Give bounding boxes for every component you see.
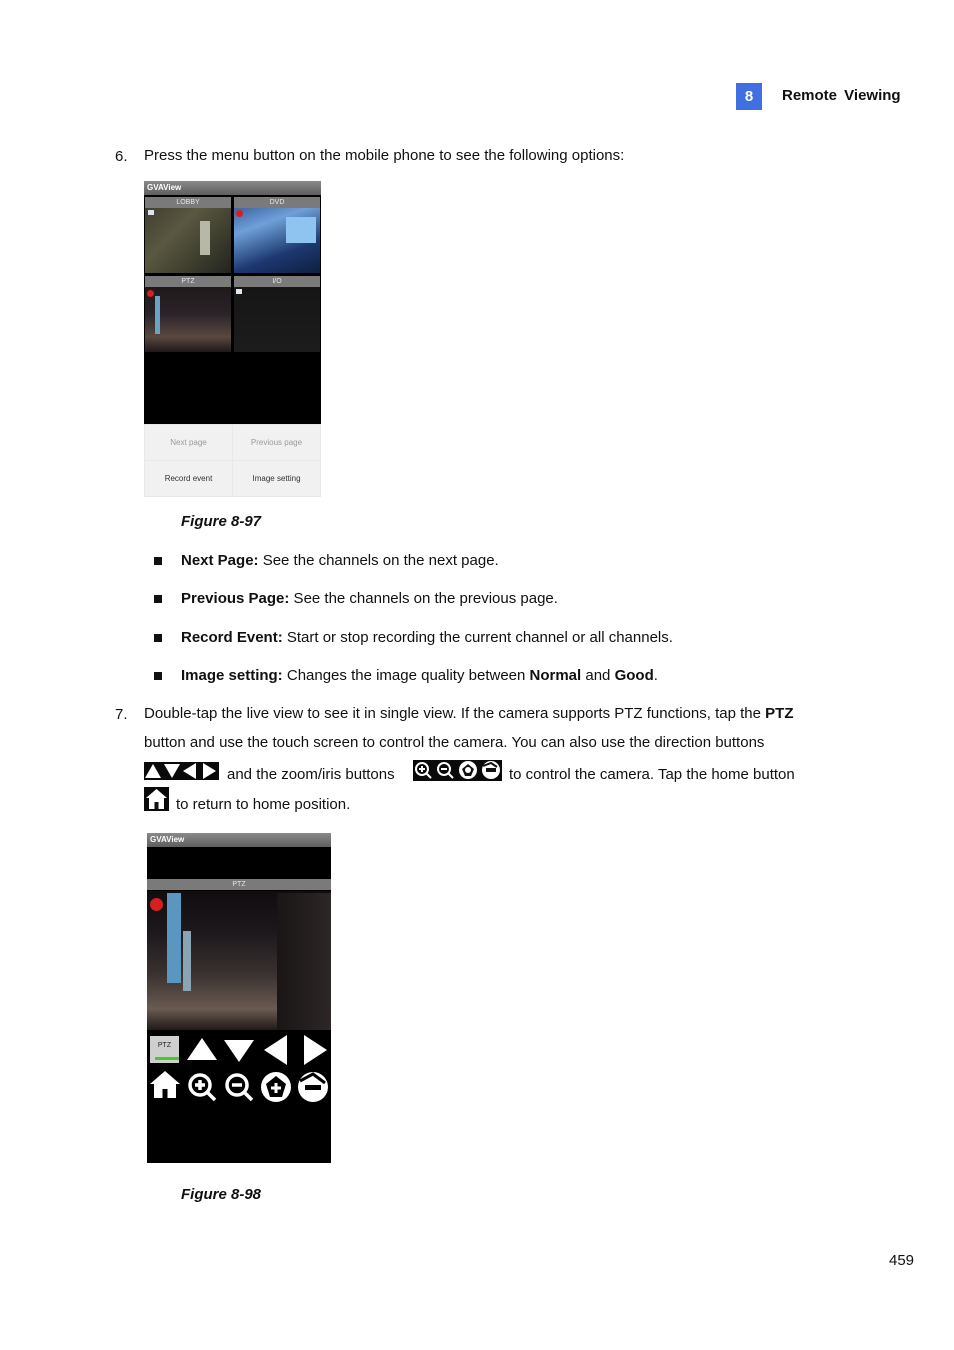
app-title-bar: GVAView	[144, 181, 321, 195]
bullet-record-event	[181, 623, 673, 652]
channel-label: DVD	[234, 197, 320, 208]
step-7-line-2: button and use the touch screen to control the camera. You can also use the direction buttons	[144, 734, 765, 751]
iris-open-icon	[261, 1072, 291, 1102]
step-7-number: 7.	[115, 706, 128, 723]
chapter-title: Remote Viewing	[782, 87, 901, 104]
figure-8-98-screenshot	[147, 833, 331, 1163]
zoom-out-icon	[438, 763, 453, 778]
bullet-text: See the channels on the next page.	[258, 552, 499, 569]
bullet-term: Next Page:	[181, 552, 259, 569]
bullet-text: Changes the image quality between	[282, 667, 530, 684]
arrow-right-icon	[203, 763, 216, 779]
bold-good: Good	[614, 667, 654, 684]
arrow-right-icon	[304, 1035, 327, 1065]
building-wall-detail	[277, 893, 331, 1030]
menu-image-setting[interactable]: Image setting	[233, 461, 320, 496]
chapter-number-badge: 8	[736, 83, 762, 110]
step-7-line-4: to return to home position.	[176, 796, 351, 813]
street-sign-detail	[155, 296, 160, 334]
bullet-text: Start or stop recording the current channel or all channels.	[282, 629, 673, 646]
bullet-text: and	[581, 667, 615, 684]
step-7-text: Double-tap the live view to see it in single view. If the camera supports PTZ functions, tap the	[144, 705, 766, 722]
bullet-term: Previous Page:	[181, 590, 290, 607]
arrow-left-icon	[264, 1035, 287, 1065]
iris-close-icon	[482, 761, 500, 779]
bullet-next-page	[181, 546, 499, 575]
channel-label: PTZ	[145, 276, 231, 287]
figure-8-98-caption: Figure 8-98	[181, 1186, 262, 1203]
figure-8-97-caption: Figure 8-97	[181, 513, 262, 530]
arrow-down-icon	[164, 764, 180, 778]
street-sign-detail	[167, 893, 181, 983]
lobby-pillar-detail	[200, 221, 210, 255]
street-sign-detail	[183, 931, 191, 991]
channel-label: PTZ	[147, 879, 331, 890]
bullet-square	[154, 634, 162, 642]
record-indicator-icon	[236, 210, 243, 217]
menu-next-page[interactable]: Next page	[145, 425, 232, 460]
camera-icon	[236, 289, 242, 294]
zoom-iris-buttons-strip	[413, 760, 502, 781]
bullet-term: Record Event:	[181, 629, 283, 646]
ptz-controls	[147, 1031, 331, 1111]
app-title-bar: GVAView	[147, 833, 331, 847]
arrow-up-icon	[187, 1038, 217, 1060]
home-icon	[144, 787, 169, 811]
zoom-in-icon	[190, 1075, 215, 1100]
arrow-up-icon	[145, 764, 161, 778]
bullet-term: Image setting:	[181, 667, 283, 684]
iris-open-icon	[459, 761, 477, 779]
ptz-live-view[interactable]	[147, 891, 331, 1030]
page-number: 459	[889, 1252, 915, 1269]
step-7-line-3a: and the zoom/iris buttons	[227, 766, 395, 783]
bullet-text: .	[653, 667, 658, 684]
channel-tile-ptz[interactable]	[145, 276, 231, 352]
step-6-number: 6.	[115, 148, 128, 165]
bold-normal: Normal	[529, 667, 582, 684]
step-7-line-1	[144, 699, 794, 728]
direction-buttons-strip	[144, 762, 219, 780]
home-icon	[150, 1071, 180, 1098]
options-menu	[144, 424, 321, 497]
step-6-text: Press the menu button on the mobile phone to see the following options:	[144, 147, 625, 164]
record-indicator-icon	[150, 898, 163, 911]
home-button-icon	[144, 787, 169, 811]
figure-8-97-screenshot	[144, 181, 321, 497]
channel-tile-lobby[interactable]	[145, 197, 231, 273]
bullet-previous-page	[181, 584, 558, 613]
bullet-square	[154, 672, 162, 680]
menu-previous-page[interactable]: Previous page	[233, 425, 320, 460]
step-7-line-3b: to control the camera. Tap the home button	[509, 766, 795, 783]
monitor-detail	[286, 217, 316, 243]
zoom-in-icon	[416, 763, 431, 778]
channel-tile-io[interactable]	[234, 276, 320, 352]
arrow-down-icon	[224, 1040, 254, 1062]
bullet-square	[154, 595, 162, 603]
channel-label: I/O	[234, 276, 320, 287]
bullet-text: See the channels on the previous page.	[289, 590, 558, 607]
channel-tile-dvd[interactable]	[234, 197, 320, 273]
menu-record-event[interactable]: Record event	[145, 461, 232, 496]
camera-icon	[148, 210, 154, 215]
zoom-iris-icons	[413, 760, 502, 781]
iris-close-icon	[298, 1072, 328, 1102]
zoom-out-icon	[227, 1075, 252, 1100]
bold-ptz: PTZ	[765, 705, 794, 722]
channel-label: LOBBY	[145, 197, 231, 208]
arrow-left-icon	[183, 763, 196, 779]
ptz-button-label: PTZ	[157, 1042, 172, 1049]
bullet-image-setting	[181, 661, 658, 690]
bullet-square	[154, 557, 162, 565]
record-indicator-icon	[147, 290, 154, 297]
